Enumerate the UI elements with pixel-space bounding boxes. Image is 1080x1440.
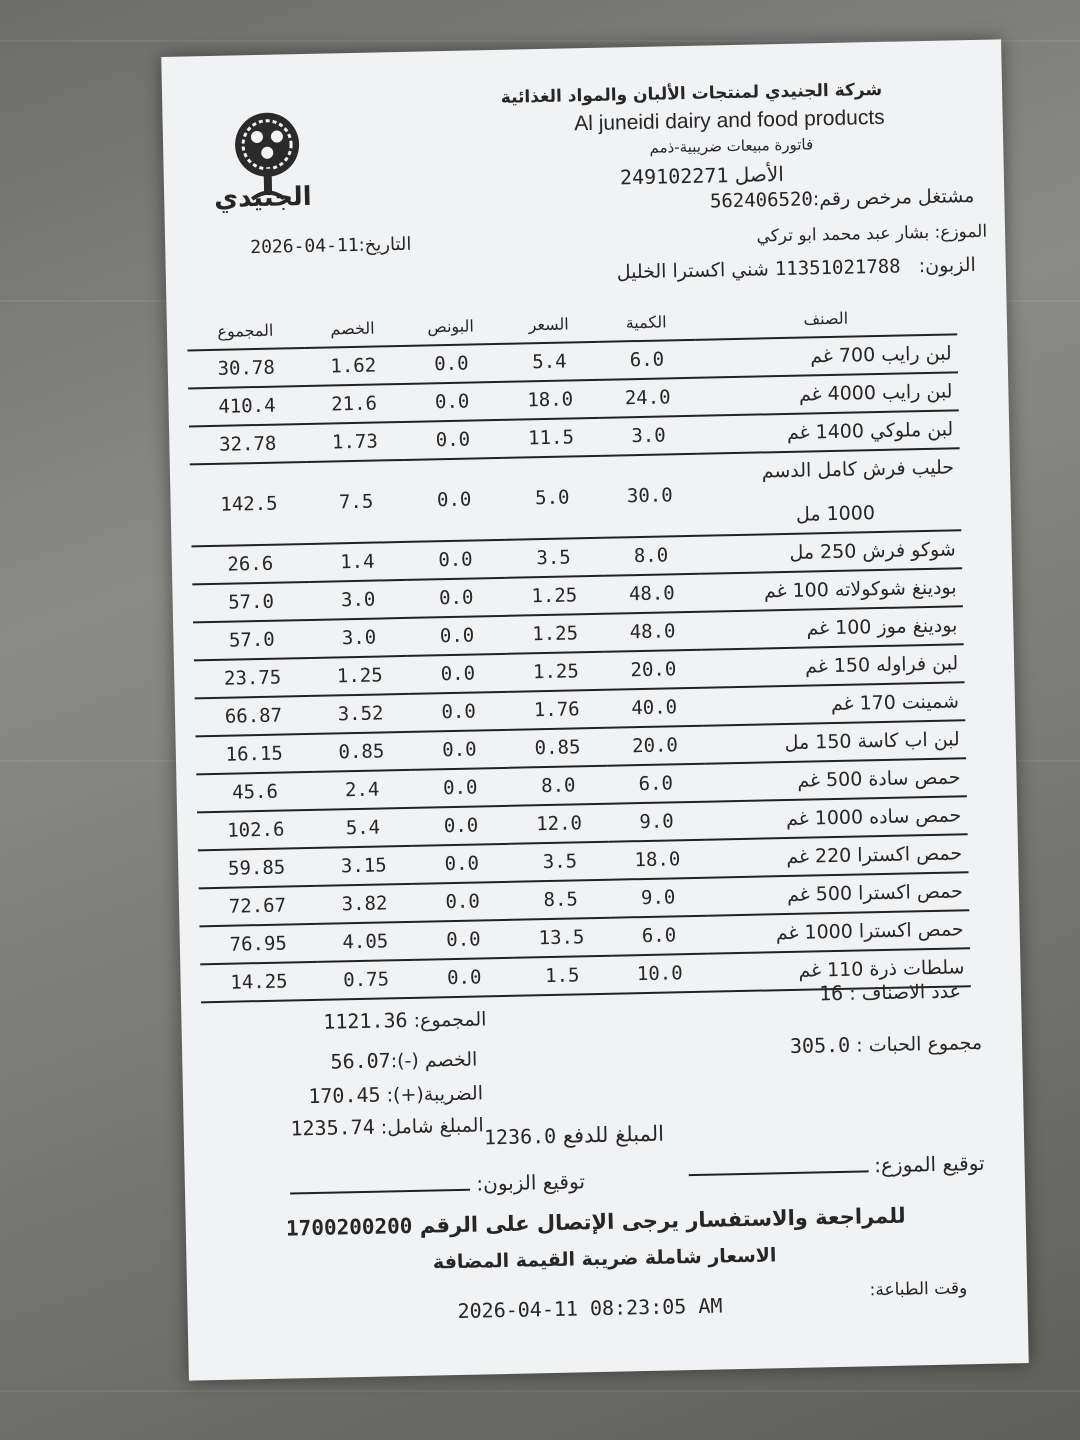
- cell-qty: 9.0: [607, 802, 705, 842]
- cell-item: بودينغ شوكولاته 100 غم: [700, 568, 963, 611]
- col-total: المجموع: [187, 316, 304, 350]
- cell-discount: 2.4: [313, 770, 411, 810]
- cell-qty: 3.0: [599, 416, 697, 456]
- cell-qty: 6.0: [607, 764, 705, 804]
- cell-discount: 1.4: [308, 542, 406, 582]
- company-name-arabic: شركة الجنيدي لمنتجات الألبان والمواد الغذائية: [500, 79, 883, 108]
- invoice-date: التاريخ:2026-04-11: [250, 233, 412, 259]
- cell-bonus: 0.0: [403, 420, 502, 460]
- cell-item: لبن رايب 4000 غم: [696, 372, 959, 415]
- tax-total: الضريبة(+): 170.45: [308, 1082, 484, 1109]
- cell-item: سلطات ذرة 110 غم: [708, 948, 971, 991]
- cell-bonus: 0.0: [408, 654, 507, 694]
- cell-item: حمص اكسترا 1000 غم: [707, 910, 970, 953]
- cell-bonus: 0.0: [415, 958, 514, 998]
- cell-qty: 9.0: [609, 878, 707, 918]
- cell-item: لبن فراوله 150 غم: [702, 644, 965, 687]
- items-count: عدد الاصناف : 16: [818, 980, 962, 1006]
- cell-bonus: 0.0: [407, 578, 506, 618]
- cell-item: لبن اب كاسة 150 مل: [703, 720, 966, 763]
- cell-price: 8.5: [512, 880, 610, 920]
- cell-qty: 20.0: [604, 650, 702, 690]
- cell-price: 13.5: [512, 918, 610, 958]
- cell-qty: 6.0: [610, 916, 708, 956]
- contact-line: للمراجعة والاستفسار يرجى الإتصال على الرقم 1700200200: [285, 1203, 906, 1241]
- cell-total: 142.5: [190, 462, 309, 546]
- col-price: السعر: [500, 310, 598, 344]
- cell-discount: 5.4: [314, 808, 412, 848]
- cell-price: 11.5: [502, 418, 600, 458]
- cell-price: 5.0: [503, 456, 602, 540]
- cell-item: حليب فرش كامل الدسم 1000 مل: [698, 448, 962, 535]
- cell-item: لبن رايب 700 غم: [695, 334, 958, 377]
- cell-bonus: 0.0: [406, 540, 505, 580]
- cell-bonus: 0.0: [402, 344, 501, 384]
- license-number: مشتغل مرخص رقم:562406520: [709, 184, 975, 213]
- cell-item: حمص ساده 1000 غم: [705, 796, 968, 839]
- cell-total: 57.0: [192, 582, 310, 622]
- cell-discount: 4.05: [316, 922, 414, 962]
- cell-price: 1.76: [508, 690, 606, 730]
- print-time-label: وقت الطباعة:: [869, 1278, 968, 1301]
- cell-discount: 0.85: [312, 732, 410, 772]
- cell-discount: 21.6: [305, 384, 403, 424]
- cell-qty: 6.0: [598, 340, 696, 380]
- col-item: الصنف: [695, 302, 958, 339]
- cell-bonus: 0.0: [409, 692, 508, 732]
- cell-total: 59.85: [198, 848, 316, 888]
- customer: الزبون: 11351021788 شني اكسترا الخليل: [616, 253, 976, 284]
- cell-qty: 48.0: [603, 612, 701, 652]
- logo-text: الجنيدي: [213, 181, 313, 214]
- cell-total: 66.87: [195, 696, 313, 736]
- cell-price: 8.0: [509, 766, 607, 806]
- cell-price: 3.5: [511, 842, 609, 882]
- cell-total: 102.6: [197, 810, 315, 850]
- cell-discount: 3.15: [315, 846, 413, 886]
- cell-discount: 3.82: [315, 884, 413, 924]
- cell-qty: 48.0: [603, 574, 701, 614]
- table-row: [190, 448, 962, 546]
- cell-discount: 3.0: [310, 618, 408, 658]
- cell-discount: 1.73: [306, 422, 404, 462]
- cell-bonus: 0.0: [414, 920, 513, 960]
- cell-discount: 7.5: [307, 460, 406, 544]
- cell-total: 72.67: [199, 886, 317, 926]
- col-discount: الخصم: [303, 314, 401, 348]
- cell-price: 1.25: [505, 576, 603, 616]
- cell-item: حمص سادة 500 غم: [704, 758, 967, 801]
- cell-discount: 3.52: [311, 694, 409, 734]
- cell-bonus: 0.0: [411, 806, 510, 846]
- gross-total: المبلغ شامل: 1235.74: [290, 1114, 484, 1141]
- cell-item: شوكو فرش 250 مل: [699, 530, 962, 573]
- cell-item: لبن ملوكي 1400 غم: [697, 410, 960, 453]
- items-table: [187, 302, 971, 1006]
- cell-qty: 20.0: [606, 726, 704, 766]
- cell-total: 76.95: [199, 924, 317, 964]
- cell-total: 16.15: [195, 734, 313, 774]
- cell-bonus: 0.0: [410, 730, 509, 770]
- cell-discount: 1.62: [304, 346, 402, 386]
- distributor: الموزع: بشار عبد محمد ابو تركي: [756, 221, 988, 247]
- company-name-english: Al juneidi dairy and food products: [573, 105, 885, 136]
- cell-price: 18.0: [501, 380, 599, 420]
- cell-total: 26.6: [191, 544, 309, 584]
- cell-qty: 30.0: [600, 454, 699, 538]
- cell-qty: 10.0: [611, 954, 709, 994]
- vat-note: الاسعار شاملة ضريبة القيمة المضافة: [432, 1244, 777, 1274]
- cell-qty: 40.0: [605, 688, 703, 728]
- cell-total: 30.78: [187, 348, 305, 388]
- cell-bonus: 0.0: [413, 882, 512, 922]
- cell-price: 5.4: [500, 342, 598, 382]
- original-number: الأصل 249102271: [619, 161, 785, 190]
- pieces-total: مجموع الحبات : 305.0: [789, 1031, 983, 1058]
- cell-total: 45.6: [196, 772, 314, 812]
- cell-price: 3.5: [504, 538, 602, 578]
- cell-qty: 8.0: [602, 536, 700, 576]
- cell-total: 14.25: [200, 962, 318, 1002]
- cell-item: حمص اكسترا 220 غم: [706, 834, 969, 877]
- col-qty: الكمية: [597, 308, 695, 342]
- cell-item: شمينت 170 غم: [703, 682, 966, 725]
- cell-bonus: 0.0: [402, 382, 501, 422]
- subtotal: المجموع: 1121.36: [323, 1007, 487, 1034]
- cell-qty: 18.0: [608, 840, 706, 880]
- cell-bonus: 0.0: [412, 844, 511, 884]
- discount-total: الخصم (-):56.07: [330, 1048, 478, 1074]
- cell-total: 410.4: [188, 386, 306, 426]
- invoice-type: فاتورة مبيعات ضريبية-ذمم: [649, 135, 814, 157]
- cell-price: 1.25: [507, 652, 605, 692]
- cell-bonus: 0.0: [411, 768, 510, 808]
- receipt: [161, 39, 1029, 1380]
- cell-qty: 24.0: [599, 378, 697, 418]
- cell-total: 57.0: [193, 620, 311, 660]
- amount-to-pay: المبلغ للدفع 1236.0: [483, 1121, 665, 1150]
- print-time: 2026-04-11 08:23:05 AM: [457, 1293, 723, 1324]
- distributor-signature: توقيع الموزع:: [682, 1150, 985, 1181]
- col-bonus: البونص: [401, 312, 500, 346]
- cell-price: 0.85: [508, 728, 606, 768]
- cell-discount: 3.0: [309, 580, 407, 620]
- cell-item: بودينغ موز 100 غم: [701, 606, 964, 649]
- cell-discount: 0.75: [317, 960, 415, 1000]
- cell-discount: 1.25: [311, 656, 409, 696]
- cell-price: 12.0: [510, 804, 608, 844]
- cell-price: 1.25: [506, 614, 604, 654]
- cell-item: حمص اكسترا 500 غم: [707, 872, 970, 915]
- cell-bonus: 0.0: [407, 616, 506, 656]
- cell-total: 23.75: [194, 658, 312, 698]
- customer-signature: توقيع الزبون:: [284, 1168, 585, 1199]
- cell-bonus: 0.0: [404, 458, 504, 542]
- cell-price: 1.5: [513, 956, 611, 996]
- cell-total: 32.78: [189, 424, 307, 464]
